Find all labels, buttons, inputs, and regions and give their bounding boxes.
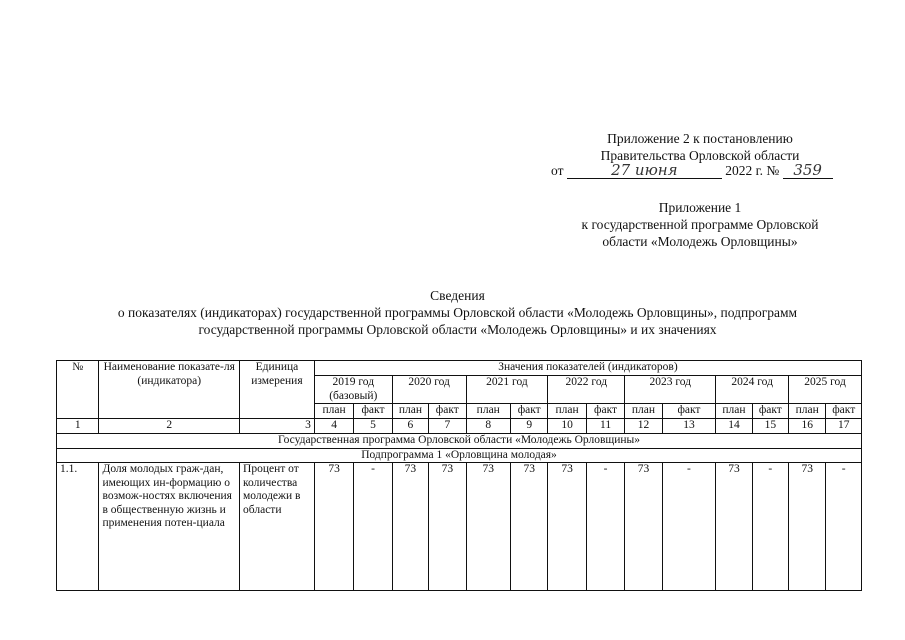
header-unit: Единица измерения (240, 361, 315, 419)
header-year-2023: 2023 год (625, 376, 716, 404)
header-fact: факт (826, 404, 862, 419)
header-fact: факт (752, 404, 788, 419)
row-value: 73 (511, 463, 548, 591)
header-plan: план (548, 404, 586, 419)
column-number: 11 (586, 419, 624, 434)
appendix-2-header (540, 130, 860, 164)
title-line2: о показателях (индикаторах) государственной программы Орловской области «Молодежь Орловщины», подпрограмм (117, 305, 798, 320)
header-plan: план (314, 404, 353, 419)
header-year-2022: 2022 год (548, 376, 625, 404)
column-number: 8 (466, 419, 510, 434)
column-number: 17 (826, 419, 862, 434)
column-number: 5 (354, 419, 392, 434)
appendix-2-line2: Правительства Орловской области (600, 148, 800, 163)
column-number: 1 (57, 419, 99, 434)
header-plan: план (392, 404, 428, 419)
appendix-1-line3: области «Молодежь Орловщины» (602, 234, 798, 249)
decree-date-handwritten: 27 июня (567, 163, 722, 179)
row-value: 73 (314, 463, 353, 591)
header-year-2025: 2025 год (789, 376, 862, 404)
row-value: 73 (548, 463, 586, 591)
title-line3: государственной программы Орловской области «Молодежь Орловщины» и их значениях (198, 322, 717, 337)
row-value: - (586, 463, 624, 591)
table-row (57, 463, 862, 591)
row-value: 73 (789, 463, 826, 591)
column-number: 7 (429, 419, 466, 434)
appendix-2-line1: Приложение 2 к постановлению (607, 131, 793, 146)
header-plan: план (789, 404, 826, 419)
header-fact: факт (511, 404, 548, 419)
row-value: - (826, 463, 862, 591)
title-line1: Сведения (430, 288, 485, 303)
document-title (60, 287, 855, 338)
header-name: Наименование показате-ля (индикатора) (99, 361, 240, 419)
header-year-2020: 2020 год (392, 376, 466, 404)
subprogram-row (57, 448, 862, 463)
row-value: 73 (429, 463, 466, 591)
header-fact: факт (429, 404, 466, 419)
column-number: 13 (662, 419, 716, 434)
column-number: 15 (752, 419, 788, 434)
header-year-2019: 2019 год (базовый) (314, 376, 392, 404)
header-fact: факт (354, 404, 392, 419)
column-numbers-row (57, 419, 862, 434)
indicators-table (56, 360, 862, 591)
column-number: 4 (314, 419, 353, 434)
program-row (57, 434, 862, 449)
decree-from-label: от (551, 163, 564, 178)
column-number: 12 (625, 419, 662, 434)
header-number: № (57, 361, 99, 419)
header-year-2024: 2024 год (716, 376, 789, 404)
header-year-2021: 2021 год (466, 376, 548, 404)
row-indicator-name: Доля молодых граж-дан, имеющих ин-формацию о возмож-ностях включения в общественную жизнь и применения потен-циала (99, 463, 240, 591)
header-plan: план (625, 404, 662, 419)
row-value: 73 (392, 463, 428, 591)
row-value: - (662, 463, 716, 591)
header-values: Значения показателей (индикаторов) (314, 361, 861, 376)
decree-line (551, 163, 833, 179)
row-value: - (752, 463, 788, 591)
header-plan: план (716, 404, 752, 419)
column-number: 2 (99, 419, 240, 434)
column-number: 10 (548, 419, 586, 434)
row-unit: Процент от количества молодежи в области (240, 463, 315, 591)
header-fact: факт (662, 404, 716, 419)
row-value: - (354, 463, 392, 591)
header-row-1 (57, 361, 862, 376)
row-value: 73 (466, 463, 510, 591)
column-number: 16 (789, 419, 826, 434)
row-number: 1.1. (57, 463, 99, 591)
column-number: 6 (392, 419, 428, 434)
column-number: 3 (240, 419, 315, 434)
row-value: 73 (625, 463, 662, 591)
appendix-1-line1: Приложение 1 (658, 200, 742, 215)
header-fact: факт (586, 404, 624, 419)
appendix-1-header (555, 199, 845, 250)
column-number: 9 (511, 419, 548, 434)
subprogram-title: Подпрограмма 1 «Орловщина молодая» (57, 448, 862, 463)
row-value: 73 (716, 463, 752, 591)
decree-year-label: 2022 г. № (725, 163, 780, 178)
appendix-1-line2: к государственной программе Орловской (581, 217, 819, 232)
decree-number-handwritten: 359 (783, 163, 833, 179)
program-title: Государственная программа Орловской области «Молодежь Орловщины» (57, 434, 862, 449)
column-number: 14 (716, 419, 752, 434)
header-plan: план (466, 404, 510, 419)
